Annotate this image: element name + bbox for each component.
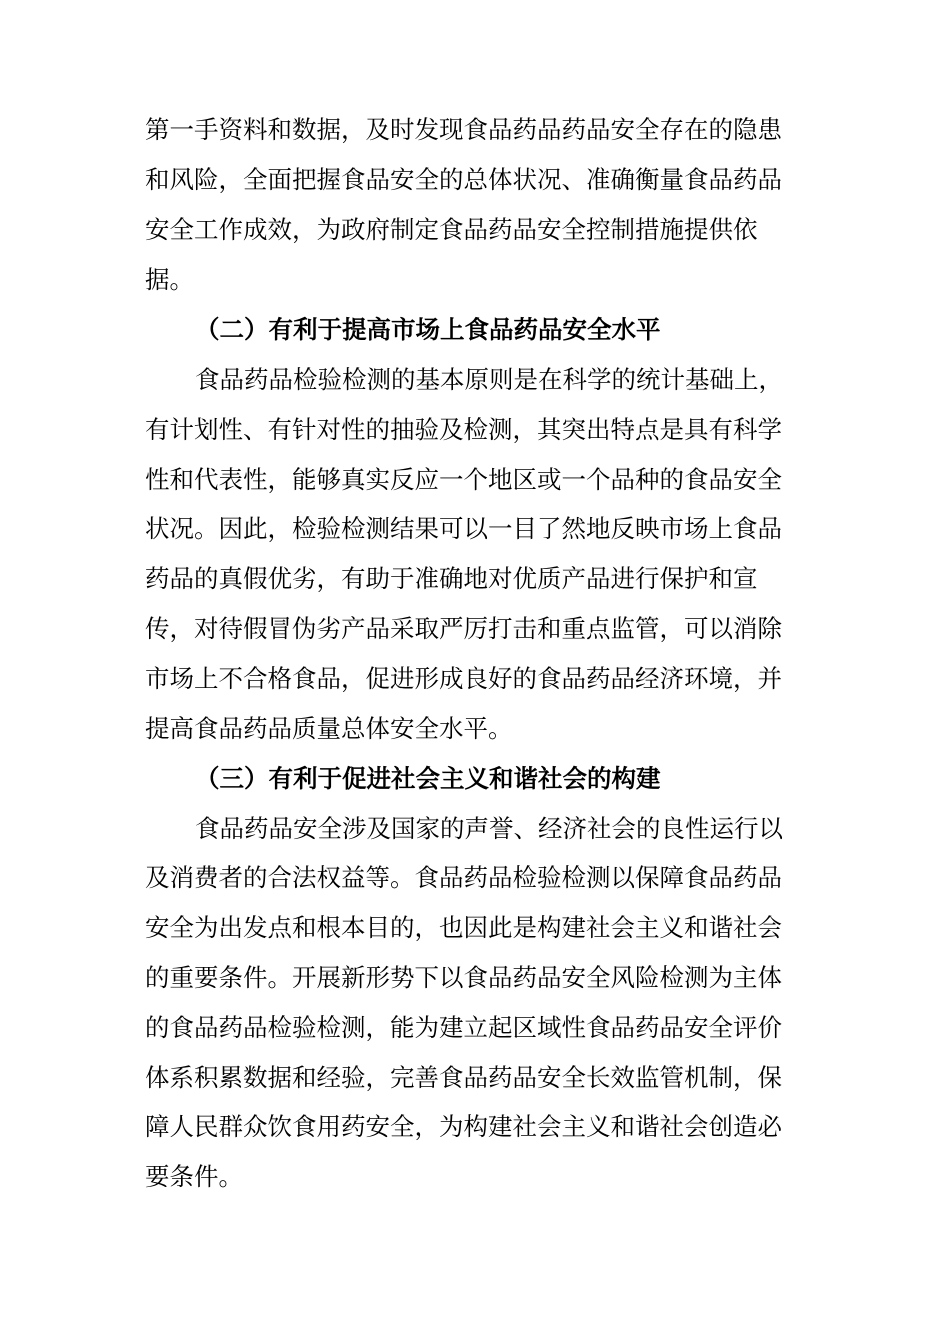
paragraph-line: 和风险，全面把握食品安全的总体状况、准确衡量食品药品 [145, 165, 782, 194]
paragraph-line: 体系积累数据和经验，完善食品药品安全长效监管机制，保 [145, 1063, 782, 1092]
paragraph-line: 提高食品药品质量总体安全水平。 [145, 714, 513, 743]
paragraph-line: 要条件。 [145, 1162, 243, 1191]
paragraph-line: 的重要条件。开展新形势下以食品药品安全风险检测为主体 [145, 963, 782, 992]
section-heading-3: （三）有利于促进社会主义和谐社会的构建 [195, 764, 661, 793]
paragraph-line: 食品药品检验检测的基本原则是在科学的统计基础上， [195, 365, 783, 394]
paragraph-line: 传，对待假冒伪劣产品采取严厉打击和重点监管，可以消除 [145, 614, 782, 643]
paragraph-line: 有计划性、有针对性的抽验及检测，其突出特点是具有科学 [145, 415, 782, 444]
paragraph-line: 据。 [145, 265, 194, 294]
paragraph-line: 安全工作成效，为政府制定食品药品安全控制措施提供依 [145, 215, 758, 244]
paragraph-line: 第一手资料和数据，及时发现食品药品药品安全存在的隐患 [145, 115, 782, 144]
paragraph-line: 的食品药品检验检测，能为建立起区域性食品药品安全评价 [145, 1013, 782, 1042]
paragraph-line: 状况。因此，检验检测结果可以一目了然地反映市场上食品 [145, 514, 782, 543]
paragraph-line: 食品药品安全涉及国家的声誉、经济社会的良性运行以 [195, 814, 783, 843]
paragraph-line: 及消费者的合法权益等。食品药品检验检测以保障食品药品 [145, 863, 782, 892]
section-heading-2: （二）有利于提高市场上食品药品安全水平 [195, 315, 661, 344]
paragraph-line: 性和代表性，能够真实反应一个地区或一个品种的食品安全 [145, 465, 782, 494]
paragraph-line: 障人民群众饮食用药安全，为构建社会主义和谐社会创造必 [145, 1112, 782, 1141]
paragraph-line: 药品的真假优劣，有助于准确地对优质产品进行保护和宣 [145, 564, 758, 593]
paragraph-line: 安全为出发点和根本目的，也因此是构建社会主义和谐社会 [145, 913, 782, 942]
paragraph-line: 市场上不合格食品，促进形成良好的食品药品经济环境，并 [145, 664, 782, 693]
